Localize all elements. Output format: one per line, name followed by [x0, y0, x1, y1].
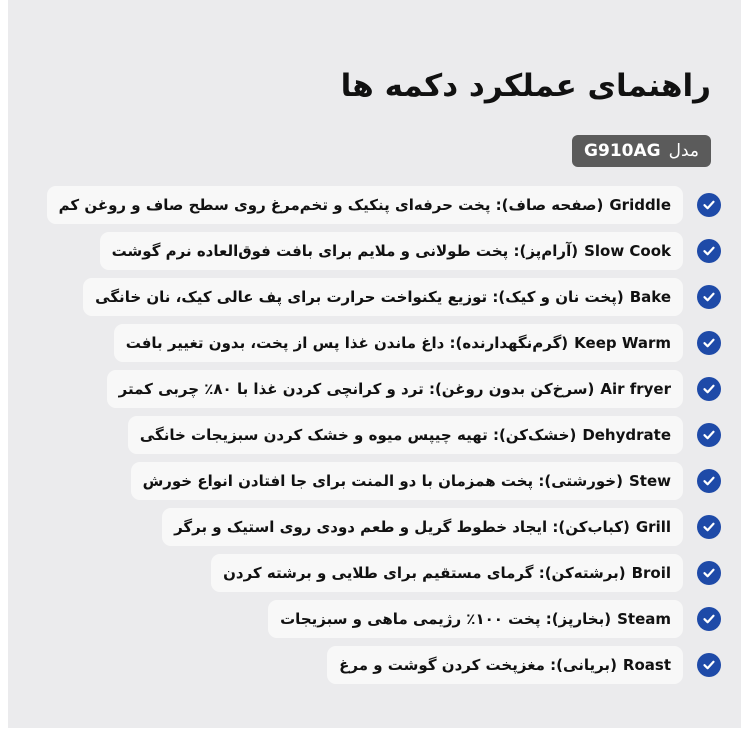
feature-description: (سرخ‌کن بدون روغن): ترد و کرانچی کردن غذا با ۸۰٪ چربی کمتر: [118, 380, 595, 398]
feature-item-griddle: [47, 186, 721, 224]
feature-description: (پخت نان و کیک): توزیع یکنواخت حرارت برای پف عالی کیک، نان خانگی: [95, 288, 624, 306]
feature-item-broil: [211, 554, 721, 592]
feature-name: Dehydrate: [582, 426, 671, 444]
checkmark-icon: [697, 331, 721, 355]
feature-pill: [47, 186, 683, 224]
feature-pill: [211, 554, 683, 592]
feature-item-grill: [162, 508, 721, 546]
feature-description: (خشک‌کن): تهیه چیپس میوه و خشک کردن سبزیجات خانگی: [139, 426, 577, 444]
feature-name: Stew: [628, 472, 671, 490]
feature-name: Air fryer: [600, 380, 671, 398]
checkmark-icon: [697, 423, 721, 447]
checkmark-icon: [697, 607, 721, 631]
feature-description: (خورشتی): پخت همزمان با دو المنت برای جا افتادن انواع خورش: [142, 472, 623, 490]
feature-pill: [131, 462, 683, 500]
feature-item-stew: [131, 462, 721, 500]
model-label: مدل: [668, 141, 699, 161]
feature-item-keep-warm: [114, 324, 721, 362]
feature-item-bake: [83, 278, 721, 316]
feature-pill: [327, 646, 683, 684]
feature-name: Slow Cook: [584, 242, 671, 260]
checkmark-icon: [697, 239, 721, 263]
checkmark-icon: [697, 285, 721, 309]
feature-description: (برشته‌کن): گرمای مستقیم برای طلایی و برشته کردن: [223, 564, 626, 582]
feature-name: Keep Warm: [574, 334, 671, 352]
feature-pill: [162, 508, 683, 546]
feature-description: (بخارپز): پخت ۱۰۰٪ رژیمی ماهی و سبزیجات: [280, 610, 612, 628]
checkmark-icon: [697, 515, 721, 539]
checkmark-icon: [697, 193, 721, 217]
model-badge: [572, 135, 711, 167]
feature-pill: [107, 370, 683, 408]
feature-pill: [100, 232, 683, 270]
checkmark-icon: [697, 653, 721, 677]
guide-card: [8, 0, 741, 728]
checkmark-icon: [697, 561, 721, 585]
feature-name: Roast: [622, 656, 671, 674]
feature-description: (کباب‌کن): ایجاد خطوط گریل و طعم دودی روی استیک و برگر: [174, 518, 630, 536]
page-title: راهنمای عملکرد دکمه ها: [340, 68, 711, 104]
feature-item-steam: [268, 600, 721, 638]
feature-item-dehydrate: [128, 416, 721, 454]
feature-name: Broil: [631, 564, 671, 582]
feature-name: Bake: [629, 288, 671, 306]
feature-pill: [83, 278, 683, 316]
feature-pill: [268, 600, 683, 638]
feature-description: (آرام‌پز): پخت طولانی و ملایم برای بافت فوق‌العاده نرم گوشت: [111, 242, 579, 260]
feature-pill: [128, 416, 683, 454]
feature-name: Griddle: [609, 196, 671, 214]
feature-item-air-fryer: [107, 370, 721, 408]
feature-name: Steam: [617, 610, 671, 628]
feature-pill: [114, 324, 683, 362]
feature-description: (گرم‌نگهدارنده): داغ ماندن غذا پس از پخت، بدون تغییر بافت: [125, 334, 569, 352]
checkmark-icon: [697, 469, 721, 493]
model-code: G910AG: [584, 141, 661, 161]
feature-description: (بریانی): مغزپخت کردن گوشت و مرغ: [339, 656, 617, 674]
checkmark-icon: [697, 377, 721, 401]
feature-description: (صفحه صاف): پخت حرفه‌ای پنکیک و تخم‌مرغ روی سطح صاف و روغن کم: [58, 196, 604, 214]
feature-item-slow-cook: [100, 232, 721, 270]
feature-name: Grill: [635, 518, 671, 536]
feature-item-roast: [327, 646, 721, 684]
